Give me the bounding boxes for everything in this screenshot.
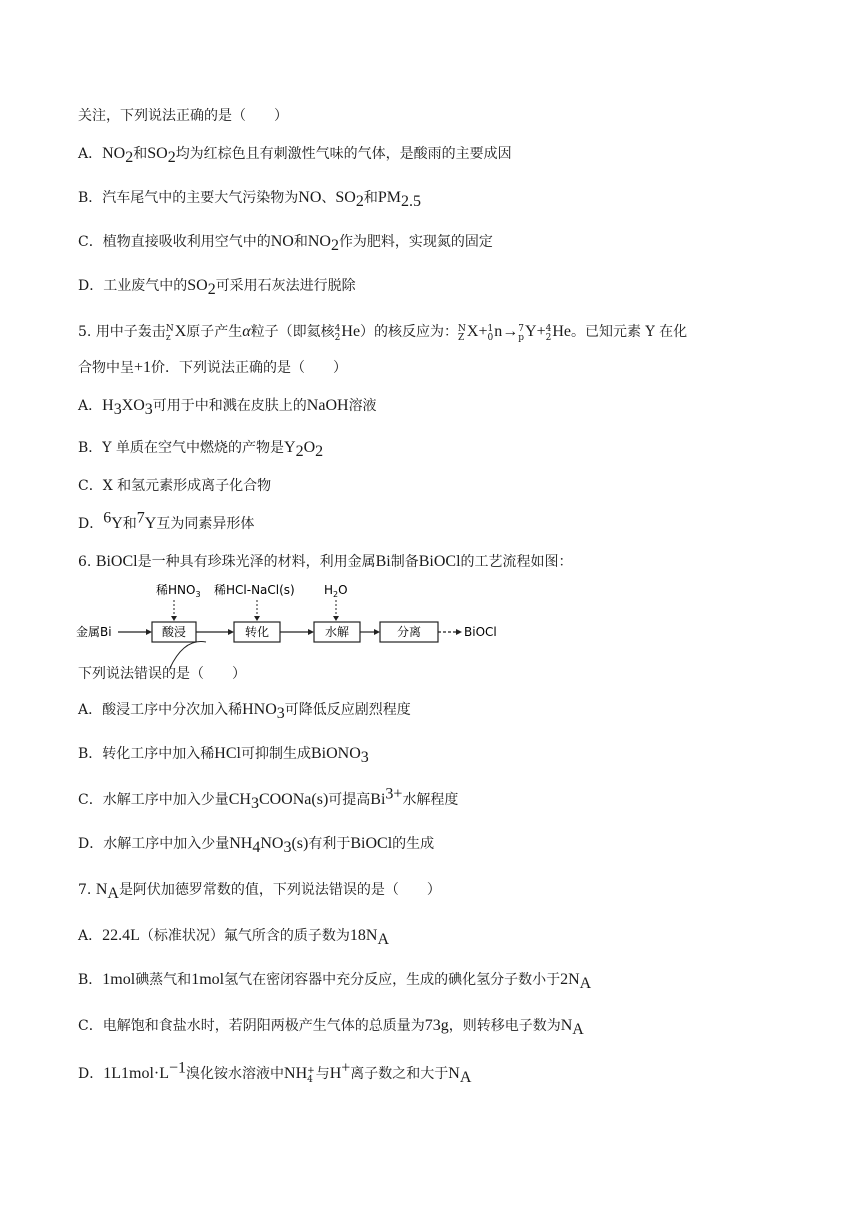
q5-option-d: D．$^6$Y和$^7$Y互为同素异形体 bbox=[78, 509, 255, 532]
q5-stem: 5. 用中子轰击 N z X原子产生α粒子（即氦核 4 2 He）的核反应为： N Z X+ 1 0 n→ 7 p Y+ 4 2 He。已知元素 Y 在化 bbox=[78, 323, 688, 343]
q4-option-b: B．汽车尾气中的主要大气污染物为NO、$SO_2$和$PM_{2.5}$ bbox=[78, 189, 421, 210]
arrowhead-down-1 bbox=[171, 616, 177, 621]
flow-arrowhead-0 bbox=[146, 629, 152, 635]
q6-option-d: D．水解工序中加入少量$NH_4NO_3(s)$有利于BiOCl的生成 bbox=[78, 835, 435, 856]
reagent-hno3: 稀$HNO_3$ bbox=[156, 583, 201, 599]
q4-option-c: C．植物直接吸收利用空气中的NO和$NO_2$作为肥料，实现氮的固定 bbox=[78, 233, 493, 254]
reagent-h2o: $H_2O$ bbox=[324, 583, 348, 599]
q7-option-c: C．电解饱和食盐水时，若阴阳两极产生气体的总质量为73g，则转移电子数为$N_A$ bbox=[78, 1017, 584, 1038]
q5-option-a: A．$H_3XO_3$可用于中和溅在皮肤上的NaOH溶液 bbox=[78, 397, 377, 418]
q5-option-b: B．Y 单质在空气中燃烧的产物是$Y_2O_2$ bbox=[78, 439, 324, 460]
q6-option-c: C．水解工序中加入少量$CH_3COONa(s)$可提高$Bi^{3+}$水解程度 bbox=[78, 785, 459, 812]
flow-arrowhead-2 bbox=[308, 629, 314, 635]
flow-end-label: BiOCl bbox=[464, 625, 497, 639]
q6-option-b: B．转化工序中加入稀HCl可抑制生成BiONO$_3$ bbox=[78, 745, 369, 766]
step-label-conversion: 转化 bbox=[244, 625, 270, 639]
step-label-separation: 分离 bbox=[396, 625, 422, 639]
q4-stem-tail: 关注，下列说法正确的是（ ） bbox=[78, 108, 288, 124]
arrowhead-down-3 bbox=[333, 616, 339, 621]
q7-option-d: D．$1L1mol\cdot L^{-1}$溴化铵水溶液中NH + 4 与H+离子数之和大于$N_A$ bbox=[78, 1059, 472, 1086]
q7-option-a: A．22.4L（标准状况）氟气所含的质子数为$18N_A$ bbox=[78, 927, 390, 948]
q5-option-c: C．X 和氢元素形成离子化合物 bbox=[78, 478, 272, 494]
q5-stem-line2: 合物中呈+1价．下列说法正确的是（ ） bbox=[78, 359, 348, 376]
step-label-acid-leach: 酸浸 bbox=[161, 625, 187, 639]
flow-arrowhead-1 bbox=[228, 629, 234, 635]
flow-arrowhead-3 bbox=[374, 629, 380, 635]
q6-option-a: A．酸浸工序中分次加入稀$HNO_3$可降低反应剧烈程度 bbox=[78, 701, 411, 722]
step-label-hydrolysis: 水解 bbox=[324, 625, 350, 639]
reagent-hcl-nacl: 稀HCl-NaCl(s) bbox=[214, 583, 295, 597]
q7-stem: 7. $N_A$是阿伏加德罗常数的值，下列说法错误的是（ ） bbox=[78, 881, 441, 902]
flow-arrowhead-4 bbox=[456, 629, 462, 635]
q6-ask: 下列说法错误的是（ ） bbox=[78, 666, 246, 682]
process-flow-diagram bbox=[74, 576, 524, 668]
flow-start-label: 金属Bi bbox=[76, 625, 112, 639]
q6-stem: 6. BiOCl是一种具有珍珠光泽的材料，利用金属Bi制备BiOCl的工艺流程如图： bbox=[78, 553, 573, 570]
q4-option-d: D．工业废气中的$SO_2$可采用石灰法进行脱除 bbox=[78, 277, 356, 298]
q4-option-a: A．$NO_2$和$SO_2$均为红棕色且有刺激性气味的气体，是酸雨的主要成因 bbox=[78, 145, 512, 166]
arrowhead-down-2 bbox=[254, 616, 260, 621]
q7-option-b: B．1mol碘蒸气和1mol氢气在密闭容器中充分反应，生成的碘化氢分子数小于$2N_A$ bbox=[78, 971, 592, 992]
